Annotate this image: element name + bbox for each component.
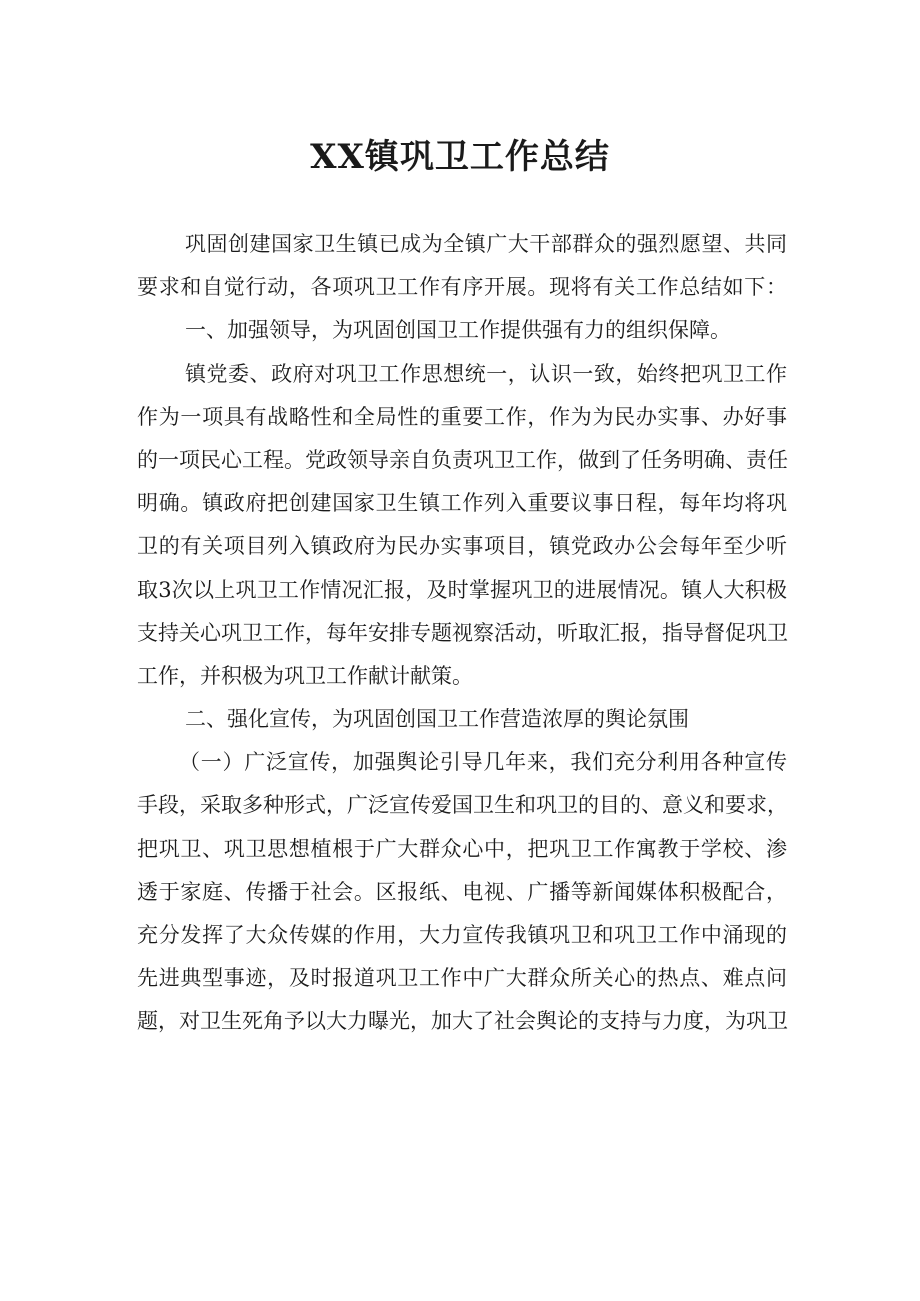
paragraph-line: （一）广泛宣传，加强舆论引导几年来，我们充分利用各种宣传: [179, 750, 787, 775]
document-title: XX镇巩卫工作总结: [310, 137, 610, 177]
document-body: [137, 223, 787, 1044]
paragraph-line: 支持关心巩卫工作，每年安排专题视察活动，听取汇报，指导督促巩卫: [137, 620, 788, 645]
paragraph-line: 的一项民心工程。党政领导亲自负责巩卫工作，做到了任务明确、责任: [137, 447, 788, 472]
paragraph-line: 先进典型事迹，及时报道巩卫工作中广大群众所关心的热点、难点问: [137, 966, 787, 991]
paragraph-line: 卫的有关项目列入镇政府为民办实事项目，镇党政办公会每年至少听: [137, 534, 787, 559]
section-heading: 一、加强领导，为巩固创国卫工作提供强有力的组织保障。: [185, 318, 731, 343]
paragraph-line: 题，对卫生死角予以大力曝光，加大了社会舆论的支持与力度，为巩卫: [137, 1009, 788, 1034]
paragraph-line: 巩固创建国家卫生镇已成为全镇广大干部群众的强烈愿望、共同: [185, 232, 787, 256]
paragraph-line: 镇党委、政府对巩卫工作思想统一，认识一致，始终把巩卫工作: [185, 361, 787, 386]
paragraph-line: 取3次以上巩卫工作情况汇报，及时掌握巩卫的进展情况。镇人大积极: [137, 577, 787, 602]
paragraph-line: 要求和自觉行动，各项巩卫工作有序开展。现将有关工作总结如下：: [137, 275, 787, 300]
paragraph-line: 明确。镇政府把创建国家卫生镇工作列入重要议事日程，每年均将巩: [137, 491, 787, 516]
paragraph-line: 工作，并积极为巩卫工作献计献策。: [137, 663, 473, 688]
paragraph-line: 把巩卫、巩卫思想植根于广大群众心中，把巩卫工作寓教于学校、渗: [137, 836, 787, 861]
paragraph-line: 充分发挥了大众传媒的作用，大力宣传我镇巩卫和巩卫工作中涌现的: [137, 923, 787, 947]
paragraph-line: 透于家庭、传播于社会。区报纸、电视、广播等新闻媒体积极配合，: [137, 879, 787, 904]
section-heading: 二、强化宣传，为巩固创国卫工作营造浓厚的舆论氛围: [185, 707, 689, 732]
paragraph-line: 手段，采取多种形式，广泛宣传爱国卫生和巩卫的目的、意义和要求，: [137, 793, 788, 818]
paragraph-line: 作为一项具有战略性和全局性的重要工作，作为为民办实事、办好事: [137, 404, 787, 429]
